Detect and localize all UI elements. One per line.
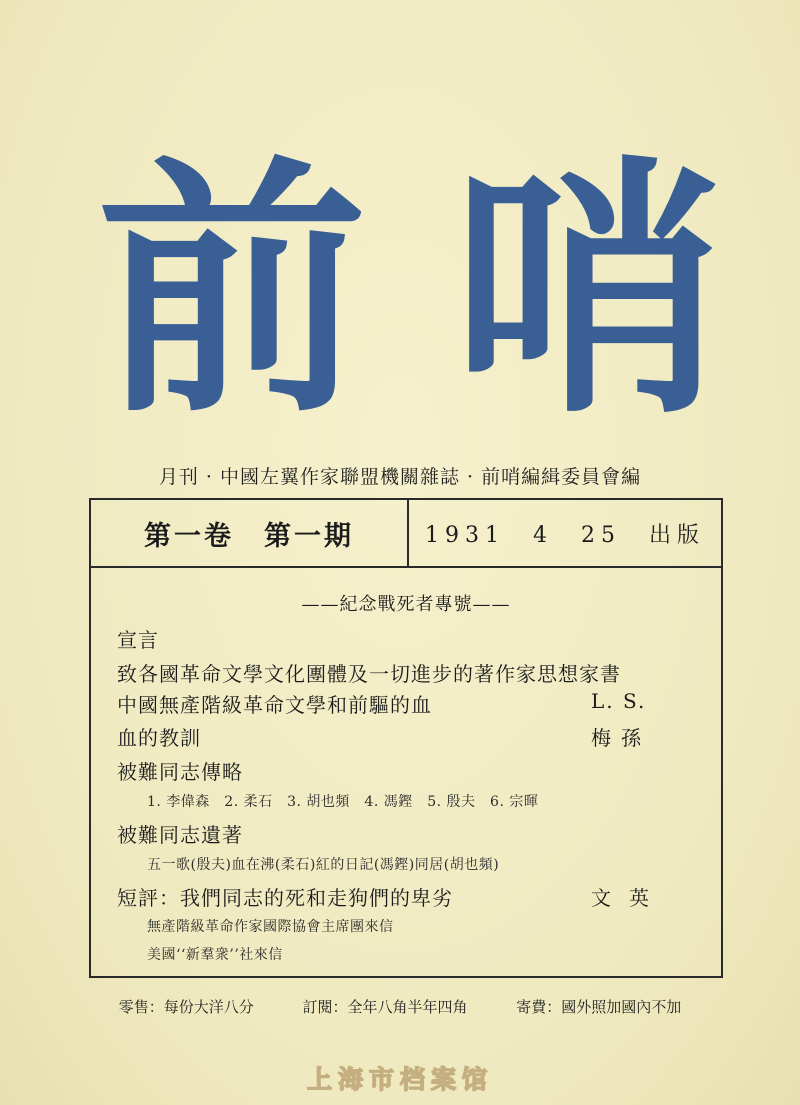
toc-biographies-list: 1. 李偉森 2. 柔石 3. 胡也頻 4. 馮鏗 5. 殷夫 6. 宗暉 [147,794,539,810]
toc-letter-new-masses: 美國‘‘新羣衆’’社來信 [147,947,283,963]
subscription-price: 訂閱：全年八角半年四角 [302,998,468,1016]
toc-item-pioneers-blood: 中國無產階級革命文學和前驅的血 [117,693,432,717]
masthead-title [62,150,742,420]
postage-note: 寄費：國外照加國內不加 [516,998,682,1016]
issue-date: 1931 4 25 出版 [425,522,705,548]
toc-posthumous-list: 五一歌(殷夫)血在沸(柔石)紅的日記(馮鏗)同居(胡也頻) [147,857,500,873]
retail-price: 零售：每份大洋八分 [118,998,254,1016]
toc-heading: ——紀念戰死者專號—— [301,594,511,615]
toc-item-biographies: 被難同志傳略 [117,760,243,784]
toc-author-ls: L. S. [591,689,647,713]
masthead-char-2: 哨 [452,150,722,420]
masthead-char-1: 前 [97,150,367,420]
toc-item-posthumous-works: 被難同志遺著 [117,823,243,847]
toc-item-lesson-of-blood: 血的教訓 [117,726,201,750]
issue-info-box [89,498,723,568]
issue-volume: 第一卷 第一期 [91,500,409,566]
toc-item-short-review: 短評：我們同志的死和走狗們的卑劣 [117,886,453,910]
toc-item-letter-to-writers: 致各國革命文學文化團體及一切進步的著作家思想家書 [117,662,621,686]
price-footer [0,996,800,1017]
toc-author-wenying: 文英 [591,886,667,910]
masthead-calligraphy [62,150,742,420]
table-of-contents [89,566,723,978]
toc-item-manifesto: 宣言 [117,628,159,652]
toc-author-meisun: 梅孫 [591,726,651,750]
toc-letter-international: 無產階級革命作家國際協會主席團來信 [147,919,394,935]
publication-subtitle: 月刊 · 中國左翼作家聯盟機關雜誌 · 前哨編緝委員會編 [158,466,642,488]
archive-watermark: 上海市档案馆 [306,1065,493,1094]
